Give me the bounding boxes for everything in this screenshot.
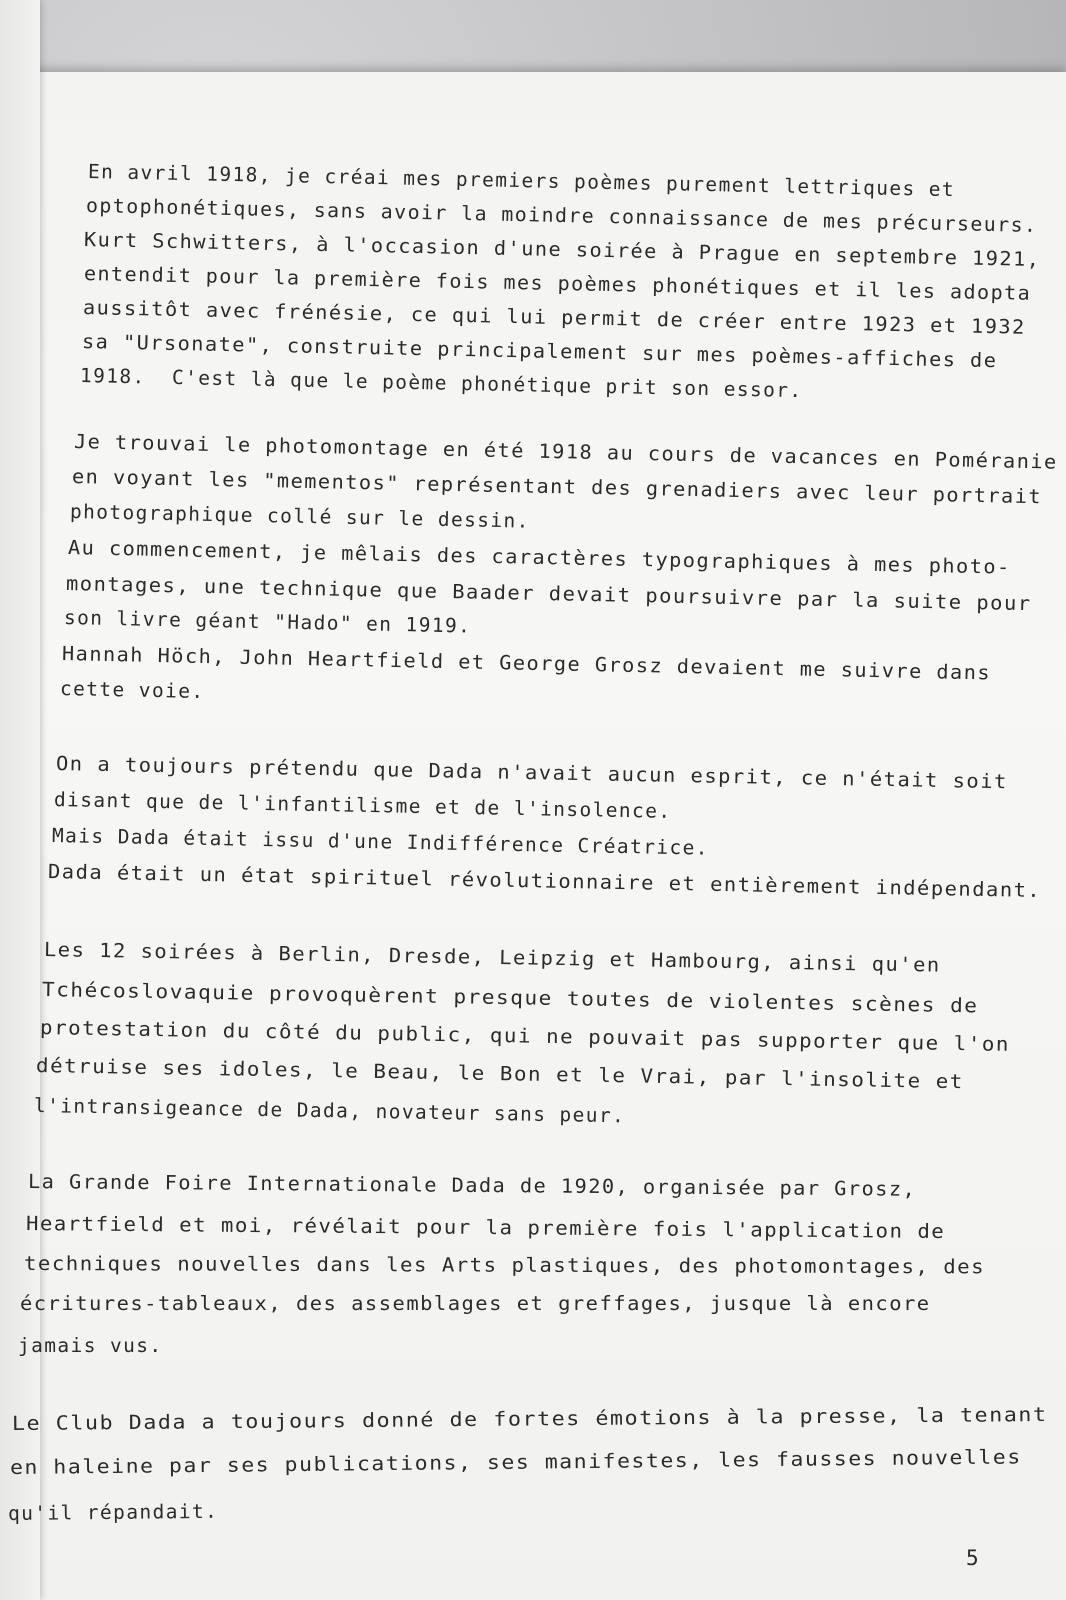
text-line: Je trouvai le photomontage en été 1918 au cours de vacances en Poméranie	[73, 430, 1058, 474]
text-line: entendit pour la première fois mes poèmes phonétiques et il les adopta	[83, 262, 1032, 305]
text-line: qu'il répandait.	[7, 1499, 219, 1525]
text-line: photographique collé sur le dessin.	[69, 500, 531, 533]
text-line: son livre géant "Hado" en 1919.	[63, 606, 472, 638]
text-line: Au commencement, je mêlais des caractères typographiques à mes photo-	[67, 536, 1011, 579]
text-line: Les 12 soirées à Berlin, Dresde, Leipzig et Hambourg, ainsi qu'en	[43, 938, 941, 977]
text-line: Le Club Dada a toujours donné de fortes émotions à la presse, la tenant	[11, 1402, 1048, 1435]
text-line: Mais Dada était issu d'une Indifférence Créatrice.	[51, 824, 710, 860]
text-line: écritures-tableaux, des assemblages et greffages, jusque là encore	[20, 1292, 931, 1315]
text-line: optophonétiques, sans avoir la moindre connaissance de mes précurseurs.	[85, 194, 1038, 237]
text-line: Heartfield et moi, révélait pour la première fois l'application de	[25, 1212, 946, 1244]
text-line: En avril 1918, je créai mes premiers poèmes purement lettriques et	[87, 160, 956, 202]
text-line: jamais vus.	[18, 1334, 163, 1357]
text-line: Hannah Höch, John Heartfield et George Grosz devaient me suivre dans	[61, 642, 992, 685]
text-line: techniques nouvelles dans les Arts plastiques, des photomontages, des	[23, 1252, 986, 1279]
text-line: On a toujours prétendu que Dada n'avait aucun esprit, ce n'était soit	[55, 752, 1009, 794]
text-line: protestation du côté du public, qui ne pouvait pas supporter que l'on	[39, 1016, 1011, 1056]
text-line: sa "Ursonate", construite principalement sur mes poèmes-affiches de	[81, 330, 998, 373]
text-line: Kurt Schwitters, à l'occasion d'une soirée à Prague en septembre 1921,	[83, 228, 1041, 272]
text-line: Tchécoslovaquie provoquèrent presque toutes de violentes scènes de	[41, 978, 979, 1018]
text-line: en voyant les "mementos" représentant des grenadiers avec leur portrait	[71, 465, 1043, 509]
text-line: aussitôt avec frénésie, ce qui lui permit de créer entre 1923 et 1932	[82, 296, 1026, 339]
text-line: disant que de l'infantilisme et de l'insolence.	[53, 788, 672, 823]
text-line: montages, une technique que Baader devait poursuivre par la suite pour	[65, 572, 1032, 616]
text-line: l'intransigeance de Dada, novateur sans peur.	[33, 1094, 626, 1128]
page-number: 5	[966, 1546, 979, 1570]
text-line: détruise ses idoles, le Beau, le Bon et le Vrai, par l'insolite et	[35, 1054, 965, 1094]
text-line: cette voie.	[59, 677, 205, 704]
text-line: Dada était un état spirituel révolutionnaire et entièrement indépendant.	[47, 860, 1042, 903]
text-line: en haleine par ses publications, ses manifestes, les fausses nouvelles	[9, 1445, 1022, 1479]
text-line: 1918. C'est là que le poème phonétique prit son essor.	[79, 364, 803, 403]
text-line: La Grande Foire Internationale Dada de 1920, organisée par Grosz,	[27, 1170, 917, 1201]
